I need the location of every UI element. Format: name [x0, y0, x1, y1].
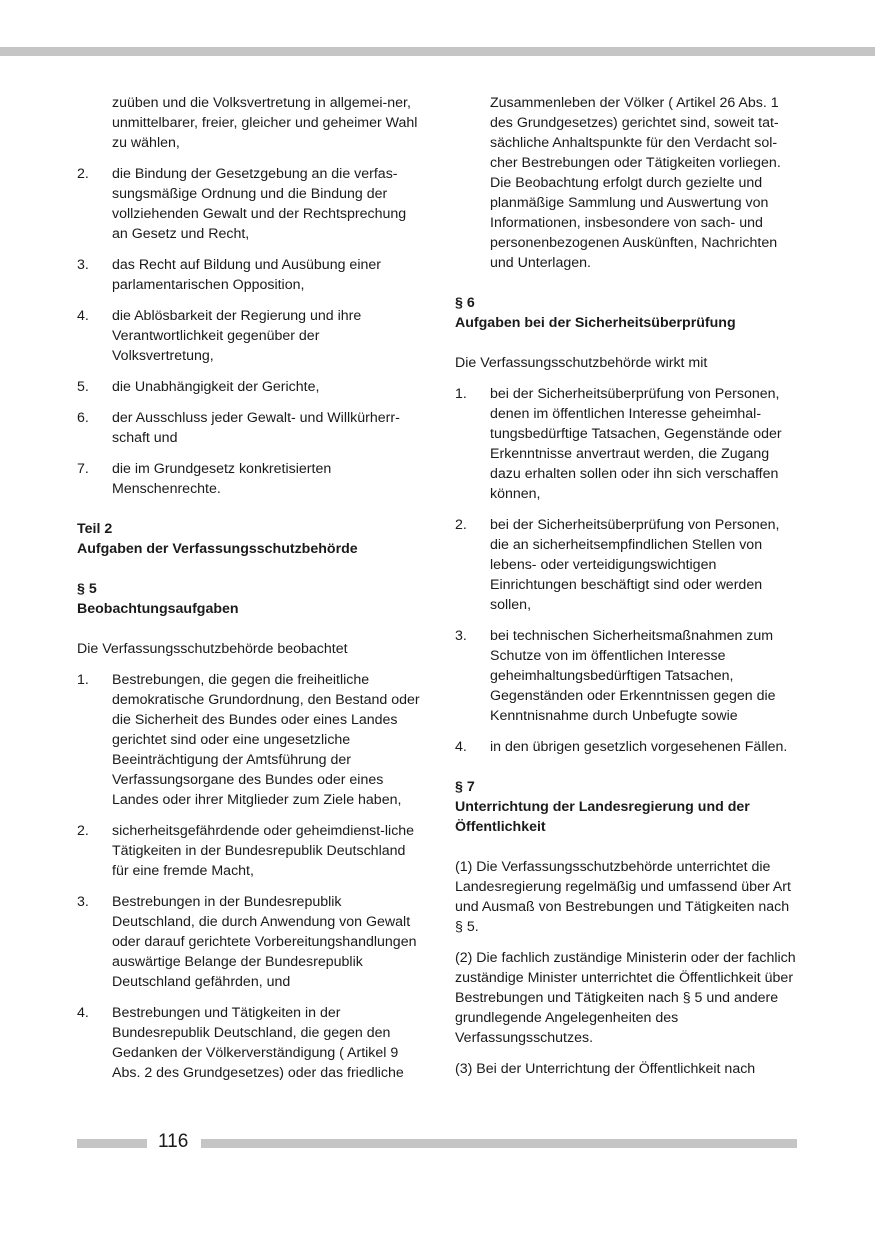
- item-text: bei der Sicherheitsüberprüfung von Personen, denen im öffentlichen Interesse geheimhal-tungsbedürftige Tatsachen, Gegenstände oder Erkenntnisse anvertraut werden, die Zugang dazu erhalten sollen oder ihn sich verschaffen können,: [490, 386, 782, 502]
- item-number: 4.: [455, 739, 467, 755]
- list-item: [77, 892, 422, 992]
- list-item: [455, 626, 800, 726]
- item-number: 2.: [77, 166, 89, 182]
- item-number: 3.: [77, 257, 89, 273]
- list-item: [77, 377, 422, 397]
- item-number: 1.: [455, 386, 467, 402]
- section-intro: Die Verfassungsschutzbehörde beobachtet: [77, 641, 348, 657]
- item-number: 2.: [77, 823, 89, 839]
- item-text: sicherheitsgefährdende oder geheimdienst-liche Tätigkeiten in der Bundesrepublik Deutschland für eine fremde Macht,: [112, 823, 415, 879]
- footer-bar-left: [77, 1139, 147, 1148]
- item-number: 4.: [77, 308, 89, 324]
- paragraph: (1) Die Verfassungsschutzbehörde unterrichtet die Landesregierung regelmäßig und umfassend über Art und Ausmaß von Bestrebungen und Tätigkeiten nach § 5.: [455, 859, 791, 935]
- item-number: 2.: [455, 517, 467, 533]
- list-item: [77, 306, 422, 366]
- item-text: Bestrebungen in der Bundesrepublik Deutschland, die durch Anwendung von Gewalt oder darauf gerichtete Vorbereitungshandlungen auswärtige Belange der Bundesrepublik Deutschland gefährden, und: [112, 894, 417, 990]
- item-number: 6.: [77, 410, 89, 426]
- item-number: 3.: [455, 628, 467, 644]
- list-item: [77, 164, 422, 244]
- section-title: Unterrichtung der Landesregierung und der Öffentlichkeit: [455, 799, 750, 835]
- list-item: [77, 408, 422, 448]
- list-item: [77, 459, 422, 499]
- section-number: § 6: [455, 295, 475, 311]
- part-title: Aufgaben der Verfassungsschutzbehörde: [77, 541, 358, 557]
- page-number: 116: [158, 1131, 189, 1152]
- right-column: [455, 93, 800, 1090]
- section-number: § 7: [455, 779, 475, 795]
- section-intro: Die Verfassungsschutzbehörde wirkt mit: [455, 355, 708, 371]
- left-column: [77, 93, 422, 1094]
- paragraph: (2) Die fachlich zuständige Ministerin oder der fachlich zuständige Minister unterrichtet die Öffentlichkeit über Bestrebungen und Tätigkeiten nach § 5 und andere grundlegende Angelegenheiten des Verfassungsschutzes.: [455, 950, 796, 1046]
- section-heading-6: [455, 293, 800, 333]
- list-item: [455, 737, 800, 757]
- item-text: das Recht auf Bildung und Ausübung einer parlamentarischen Opposition,: [112, 257, 381, 293]
- item-text: in den übrigen gesetzlich vorgesehenen Fällen.: [490, 739, 788, 755]
- item-text: die Unabhängigkeit der Gerichte,: [112, 379, 320, 395]
- item-number: 7.: [77, 461, 89, 477]
- section-title: Aufgaben bei der Sicherheitsüberprüfung: [455, 315, 736, 331]
- part-number: Teil 2: [77, 521, 113, 537]
- continuation-text: zuüben und die Volksvertretung in allgemei-ner, unmittelbarer, freier, gleicher und geheimer Wahl zu wählen,: [112, 95, 418, 151]
- section-title: Beobachtungsaufgaben: [77, 601, 239, 617]
- list-item: [77, 255, 422, 295]
- item-number: 3.: [77, 894, 89, 910]
- item-text: die Bindung der Gesetzgebung an die verfas-sungsmäßige Ordnung und die Bindung der vollziehenden Gewalt und der Rechtsprechung an Gesetz und Recht,: [112, 166, 407, 242]
- list-item: [455, 515, 800, 615]
- item-text: der Ausschluss jeder Gewalt- und Willkürherr-schaft und: [112, 410, 400, 446]
- item-number: 5.: [77, 379, 89, 395]
- item-number: 4.: [77, 1005, 89, 1021]
- part-heading: [77, 519, 422, 559]
- footer-bar-right: [201, 1139, 797, 1148]
- list-item: [77, 670, 422, 810]
- top-decorative-bar: [0, 47, 875, 56]
- item-text: bei der Sicherheitsüberprüfung von Personen, die an sicherheitsempfindlichen Stellen von lebens- oder verteidigungswichtigen Einrichtungen beschäftigt sind oder werden sollen,: [490, 517, 780, 613]
- list-item: [77, 821, 422, 881]
- continuation-text: Zusammenleben der Völker ( Artikel 26 Abs. 1 des Grundgesetzes) gerichtet sind, soweit tat-sächliche Anhaltspunkte für den Verdacht sol-cher Bestrebungen oder Tätigkeiten vorliegen. Die Beobachtung erfolgt durch gezielte und planmäßige Sammlung und Auswertung von Informationen, insbesondere von sach- und personenbezogenen Auskünften, Nachrichten und Unterlagen.: [490, 95, 781, 271]
- item-text: die im Grundgesetz konkretisierten Menschenrechte.: [112, 461, 332, 497]
- section-heading-5: [77, 579, 422, 619]
- section-number: § 5: [77, 581, 97, 597]
- list-item: [77, 1003, 422, 1083]
- section-heading-7: [455, 777, 800, 837]
- item-number: 1.: [77, 672, 89, 688]
- item-text: Bestrebungen, die gegen die freiheitliche demokratische Grundordnung, den Bestand oder die Sicherheit des Bundes oder eines Landes gerichtet sind oder eine ungesetzliche Beeinträchtigung der Amtsführung der Verfassungsorgane des Bundes oder eines Landes oder ihrer Mitglieder zum Ziele haben,: [112, 672, 420, 808]
- item-text: Bestrebungen und Tätigkeiten in der Bundesrepublik Deutschland, die gegen den Gedanken der Völkerverständigung ( Artikel 9 Abs. 2 des Grundgesetzes) oder das friedliche: [112, 1005, 404, 1081]
- list-item: [455, 384, 800, 504]
- item-text: bei technischen Sicherheitsmaßnahmen zum Schutze von im öffentlichen Interesse geheimhaltungsbedürftigen Tatsachen, Gegenständen oder Erkenntnissen gegen die Kenntnisnahme durch Unbefugte sowie: [490, 628, 776, 724]
- item-text: die Ablösbarkeit der Regierung und ihre Verantwortlichkeit gegenüber der Volksvertretung,: [112, 308, 362, 364]
- paragraph: (3) Bei der Unterrichtung der Öffentlichkeit nach: [455, 1061, 756, 1077]
